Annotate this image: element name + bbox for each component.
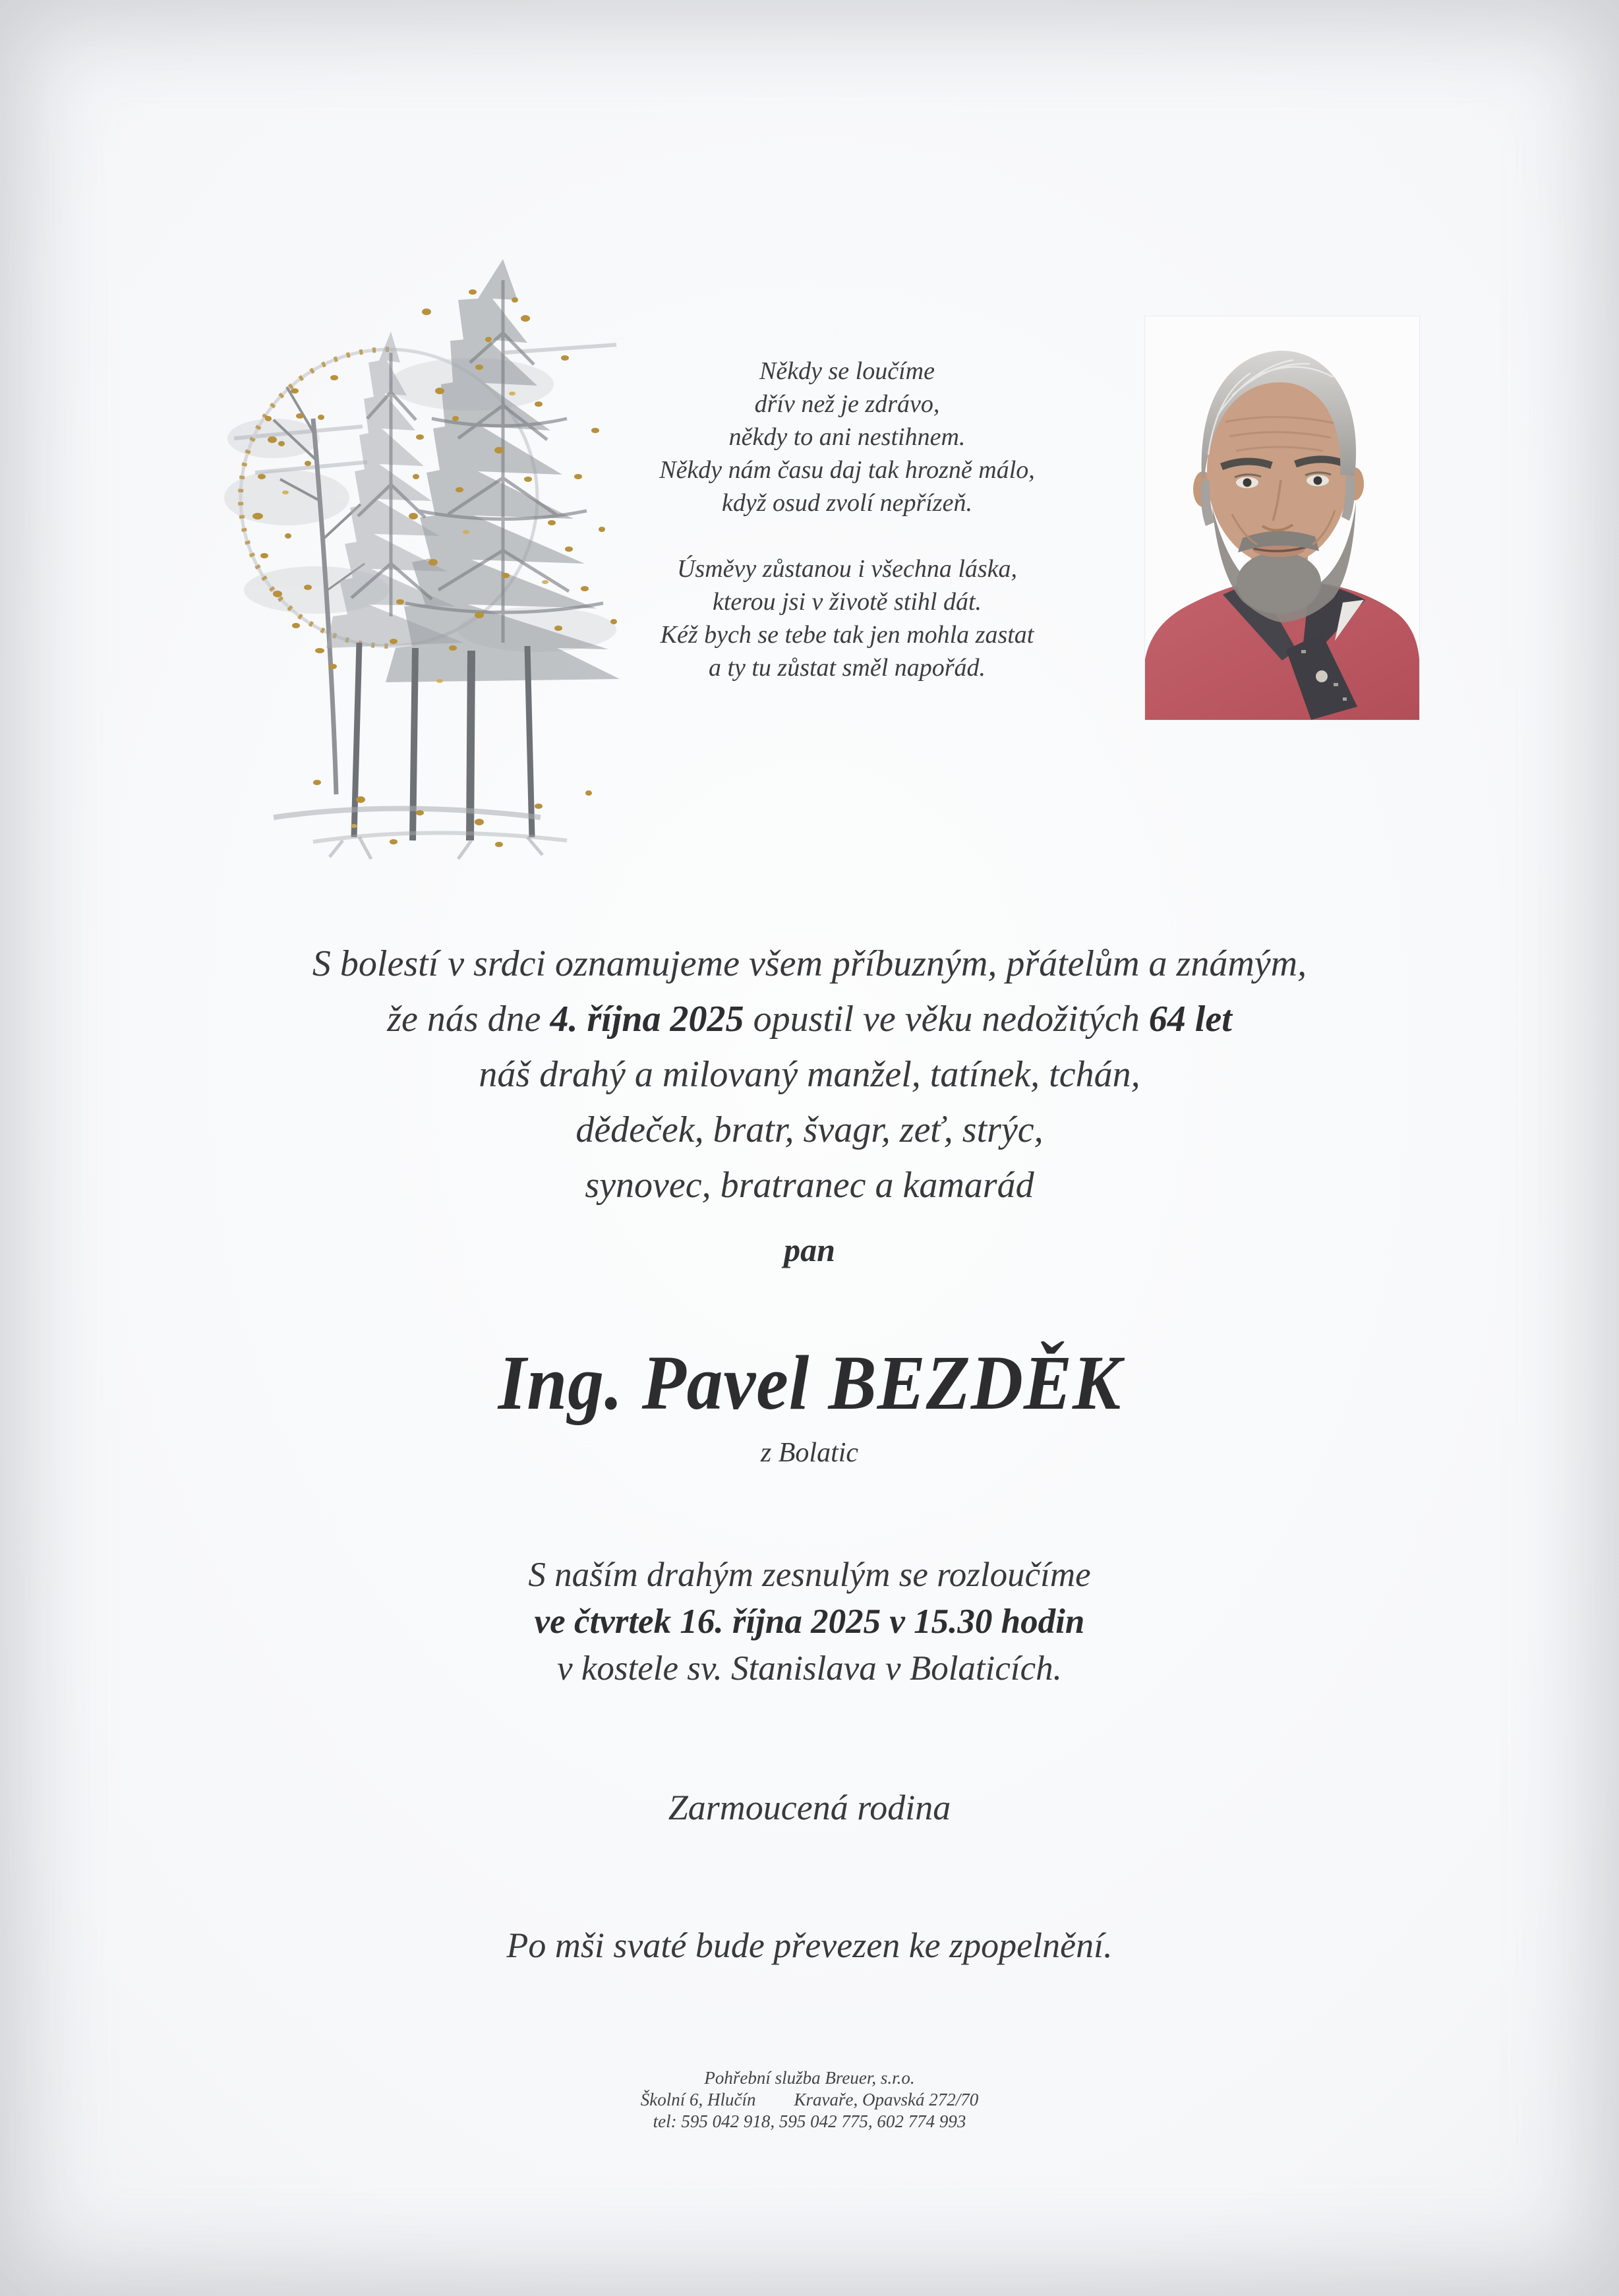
mourning-family: Zarmoucená rodina [668,1788,951,1827]
announcement-line: S bolestí v srdci oznamujeme všem příbuzným, přátelům a známým, [312,943,1307,984]
beard-chin [1237,552,1321,614]
poem-line: Někdy nám času daj tak hrozně málo, [659,456,1035,484]
pine-trees-illustration [194,221,626,870]
deceased-name [0,1338,1619,1428]
announcement-text: že nás dne [387,999,550,1040]
announcement-line [0,991,1619,1047]
portrait-sketch [1145,316,1419,720]
poem-line: Úsměvy zůstanou i všechna láska, [676,555,1018,583]
poem-line: dřív než je zdrávo, [754,390,940,418]
farewell-line: S naším drahým zesnulým se rozloučíme [528,1556,1091,1594]
funeral-service-footer [0,2067,1619,2133]
deceased-name-text: Ing. Pavel BEZDĚK [498,1339,1121,1426]
announcement-text: opustil ve věku nedožitých [744,999,1149,1040]
funeral-datetime: ve čtvrtek 16. října 2025 v 15.30 hodin [534,1603,1085,1641]
announcement-line: synovec, bratranec a kamarád [585,1165,1034,1206]
announcement [0,936,1619,1213]
poem-line: někdy to ani nestihnem. [728,423,966,451]
footer-address-left: Školní 6, Hlučín [640,2090,756,2109]
button [1316,670,1328,682]
pine-trees-sketch [194,221,626,870]
salutation: pan [784,1231,835,1268]
footer-company: Pohřební služba Breuer, s.r.o. [704,2068,915,2088]
cremation-note: Po mši svaté bude převezen ke zpopelnění. [506,1926,1113,1965]
farewell-line: v kostele sv. Stanislava v Bolaticích. [557,1649,1062,1688]
farewell-line [0,1599,1619,1645]
portrait-photo [1145,316,1419,720]
poem-line: a ty tu zůstat směl napořád. [708,654,986,682]
poem-line: kterou jsi v životě stihl dát. [712,588,982,616]
footer-address [0,2089,1619,2111]
stanza-gap [616,519,1078,552]
poem [616,355,1078,684]
announcement-line: náš drahý a milovaný manžel, tatínek, tchán, [479,1054,1140,1095]
announcement-line: dědeček, bratr, švagr, zeť, strýc, [575,1109,1044,1150]
death-date: 4. října 2025 [550,999,744,1040]
pupil-left [1243,479,1252,487]
footer-address-right: Kravaře, Opavská 272/70 [794,2090,979,2109]
farewell-info [0,1552,1619,1692]
poem-line: když osud zvolí nepřízeň. [722,489,972,517]
footer-phones: tel: 595 042 918, 595 042 775, 602 774 993 [653,2111,966,2131]
deceased-origin: z Bolatic [760,1438,859,1468]
poem-line: Kéž bych se tebe tak jen mohla zastat [660,621,1034,649]
pupil-right [1314,477,1322,485]
age: 64 let [1148,999,1232,1040]
ground-strokes [274,809,567,860]
poem-line: Někdy se loučíme [759,357,935,385]
